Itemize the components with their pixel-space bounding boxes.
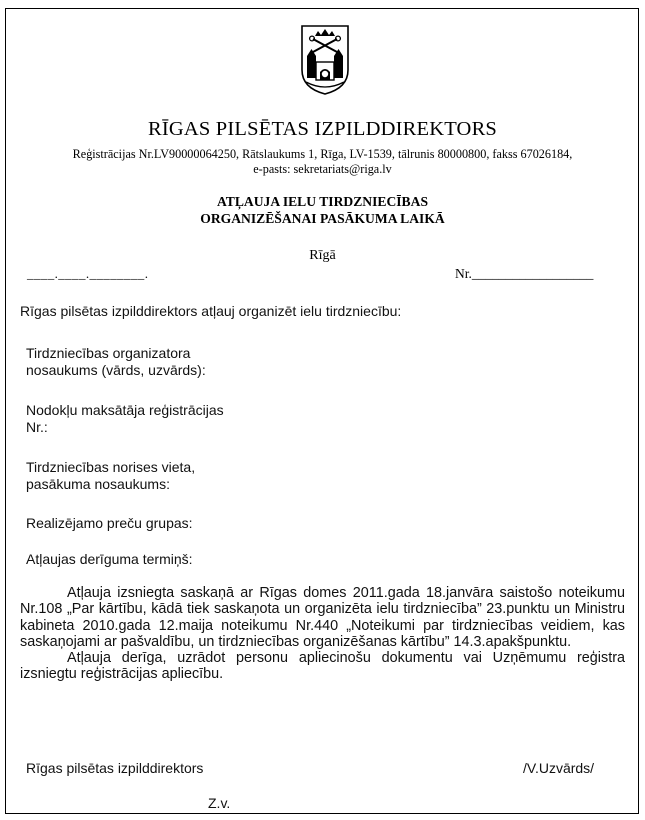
field-taxpayer [26,402,224,436]
field-venue-label-1: Tirdzniecības norises vieta, [26,459,196,475]
address-line: Reģistrācijas Nr.LV90000064250, Rātslaukums 1, Rīga, LV-1539, tālrunis 80000800, fakss 67026184, [72,147,573,161]
field-taxpayer-label-1: Nodokļu maksātāja reģistrācijas [26,402,224,418]
legal-basis-text [20,585,625,683]
document-title-line2: ORGANIZĒŠANAI PASĀKUMA LAIKĀ [200,211,445,226]
email-line: e-pasts: sekretariats@riga.lv [253,162,392,176]
field-goods: Realizējamo preču grupas: [26,515,193,531]
field-taxpayer-label-2: Nr.: [26,419,48,435]
field-validity: Atļaujas derīguma termiņš: [26,551,193,567]
signer-name: /V.Uzvārds/ [523,760,595,776]
intro-text: Rīgas pilsētas izpilddirektors atļauj organizēt ielu tirdzniecību: [20,303,402,319]
field-organizer-label-1: Tirdzniecības organizatora [26,345,191,361]
date-blank: ____.____.________. [27,266,149,281]
place-of-issue: Rīgā [309,248,336,263]
field-venue-label-2: pasākuma nosaukums: [26,476,170,492]
seal-mark: Z.v. [208,795,231,811]
document-title-line1: ATĻAUJA IELU TIRDZNIECĪBAS [216,194,428,209]
legal-paragraph-1: Atļauja izsniegta saskaņā ar Rīgas domes 2011.gada 18.janvāra saistošo noteikumu Nr.108 „Par kārtību, kādā tiek saskaņota un organizēta ielu tirdzniecība” 23.punktu un Ministru kabineta 2010.gada 12.maija noteikumu Nr.440 „Noteikumi par tirdzniecības veidiem, kas saskaņojami ar pašvaldību, un tirdzniecības organizēšanas kārtību” 14.3.apakšpunktu. [20,585,625,650]
org-title: RĪGAS PILSĒTAS IZPILDDIREKTORS [147,118,498,140]
number-blank: Nr.__________________ [455,266,594,281]
field-organizer [26,345,206,379]
field-organizer-label-2: nosaukums (vārds, uzvārds): [26,362,206,378]
signer-title: Rīgas pilsētas izpilddirektors [26,760,204,776]
legal-paragraph-2: Atļauja derīga, uzrādot personu apliecinošu dokumentu vai Uzņēmumu reģistra izsniegtu reģistrācijas apliecību. [20,650,625,683]
field-venue [26,459,195,493]
riga-coat-of-arms-icon [298,22,352,96]
